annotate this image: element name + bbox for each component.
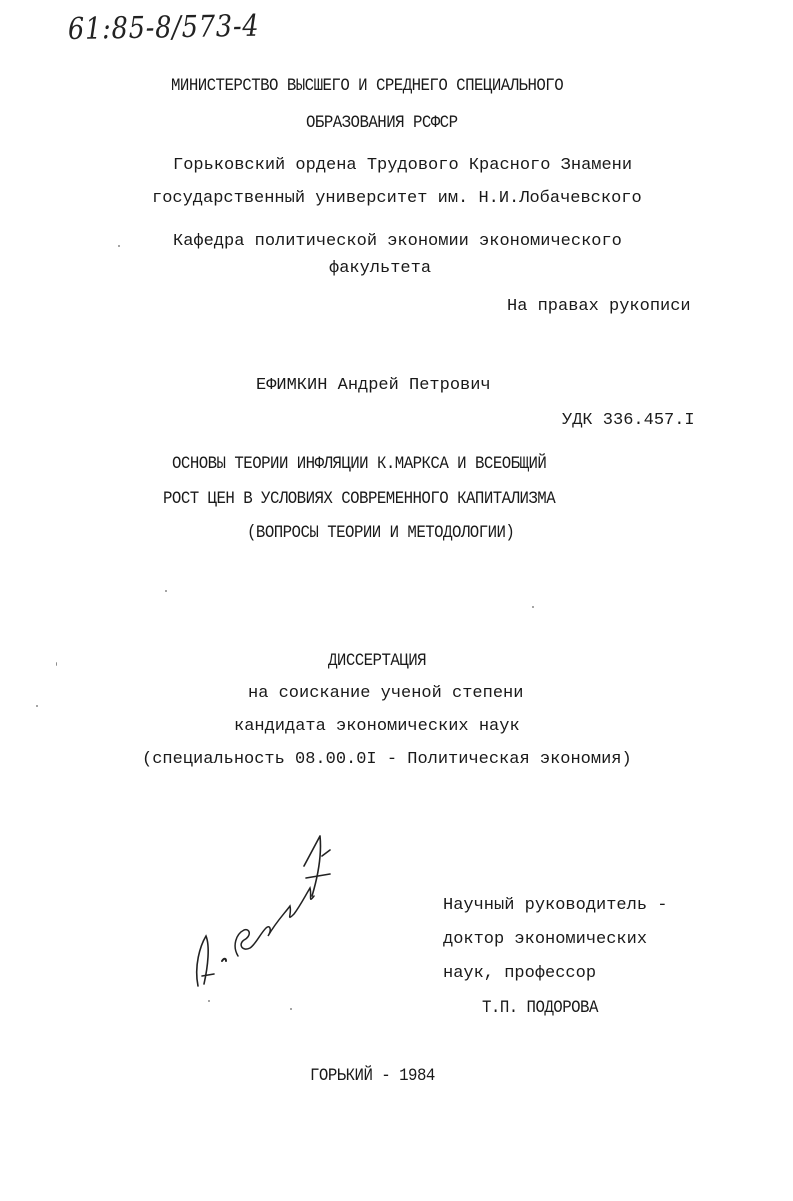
dissertation-line-3: (специальность 08.00.0I - Политическая экономия) — [142, 750, 632, 769]
title-line-3: (ВОПРОСЫ ТЕОРИИ И МЕТОДОЛОГИИ) — [247, 523, 515, 543]
archive-number-handwritten: 61:85-8/573-4 — [67, 8, 260, 47]
dissertation-heading: ДИССЕРТАЦИЯ — [328, 651, 427, 671]
paper-speck — [165, 590, 167, 592]
paper-speck — [290, 1008, 292, 1010]
supervisor-line-3: наук, профессор — [443, 964, 597, 983]
ministry-line-1: МИНИСТЕРСТВО ВЫСШЕГО И СРЕДНЕГО СПЕЦИАЛЬНОГО — [171, 76, 564, 96]
dissertation-line-1: на соискание ученой степени — [248, 684, 524, 703]
department-line-2: факультета — [329, 259, 432, 278]
title-line-1: ОСНОВЫ ТЕОРИИ ИНФЛЯЦИИ К.МАРКСА И ВСЕОБЩИЙ — [172, 454, 547, 474]
manuscript-note: На правах рукописи — [507, 297, 691, 316]
paper-speck — [36, 705, 38, 707]
signature — [180, 826, 340, 996]
title-line-2: РОСТ ЦЕН В УСЛОВИЯХ СОВРЕМЕННОГО КАПИТАЛИЗМА — [163, 489, 556, 509]
paper-speck — [532, 606, 534, 608]
paper-speck — [56, 662, 57, 666]
university-line-1: Горьковский ордена Трудового Красного Знамени — [173, 156, 633, 175]
university-line-2: государственный университет им. Н.И.Лобачевского — [152, 189, 642, 208]
city-year-footer: ГОРЬКИЙ - 1984 — [310, 1066, 435, 1086]
dissertation-line-2: кандидата экономических наук — [234, 717, 520, 736]
ministry-line-2: ОБРАЗОВАНИЯ РСФСР — [306, 113, 458, 133]
paper-speck — [208, 1000, 210, 1002]
department-line-1: Кафедра политической экономии экономического — [173, 232, 622, 251]
supervisor-name: Т.П. ПОДОРОВА — [482, 998, 598, 1018]
author-name: ЕФИМКИН Андрей Петрович — [256, 376, 491, 395]
udc-code: УДК 336.457.I — [562, 411, 695, 430]
supervisor-line-2: доктор экономических — [443, 930, 648, 949]
supervisor-line-1: Научный руководитель - — [443, 896, 668, 915]
paper-speck — [118, 245, 120, 247]
